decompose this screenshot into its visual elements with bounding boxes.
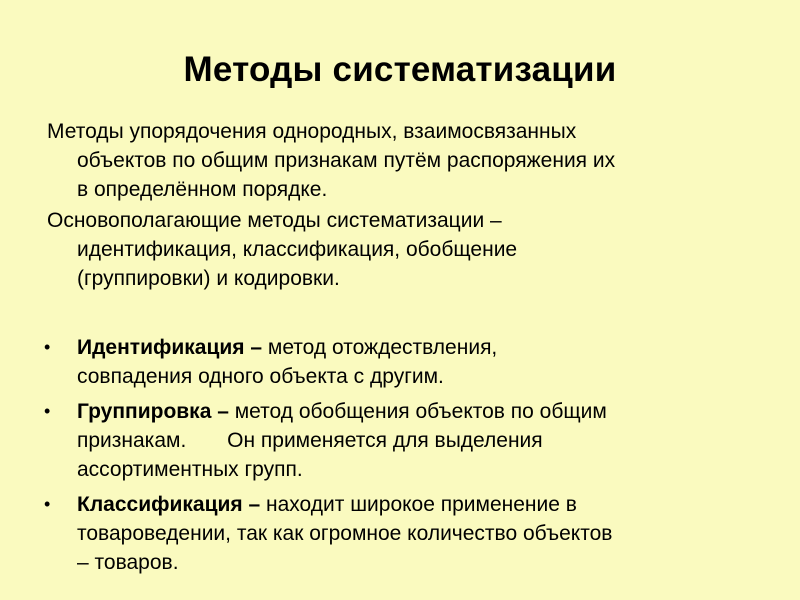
- bullet-dot-icon: •: [44, 401, 51, 421]
- bullet-line: товароведении, так как огромное количество объектов: [77, 522, 613, 545]
- bullet-dot-icon: •: [44, 337, 51, 357]
- bullet-first-line: [77, 333, 784, 362]
- bullet-line: ассортиментных групп.: [77, 458, 303, 481]
- bullet-text: находит широкое применение в: [260, 493, 577, 516]
- bullet-dot-icon: •: [44, 494, 51, 514]
- bullet-term: Классификация –: [77, 493, 261, 516]
- paragraph-basic-methods: [47, 206, 777, 293]
- bullet-term: Группировка –: [77, 400, 229, 423]
- bullet-first-line: [77, 490, 784, 519]
- bullet-term: Идентификация –: [77, 336, 263, 359]
- paragraph-line: объектов по общим признакам путём распоряжения их: [77, 149, 616, 172]
- paragraph-line: Методы упорядочения однородных, взаимосвязанных: [47, 120, 577, 143]
- slide-title: Методы систематизации: [183, 50, 617, 89]
- paragraph-line: в определённом порядке.: [77, 178, 328, 201]
- bullet-text: метод обобщения объектов по общим: [228, 400, 607, 423]
- bullet-item-classification: [44, 490, 784, 577]
- bullet-item-grouping: [44, 397, 784, 484]
- bullet-line: признакам. Он применяется для выделения: [77, 429, 543, 452]
- bullet-line: – товаров.: [77, 551, 179, 574]
- bullet-item-identification: [44, 333, 784, 391]
- paragraph-definition: [47, 117, 777, 204]
- bullet-list: [44, 333, 784, 583]
- paragraph-line: идентификация, классификация, обобщение: [77, 238, 518, 261]
- bullet-first-line: [77, 397, 784, 426]
- bullet-line: совпадения одного объекта с другим.: [77, 365, 444, 388]
- paragraph-line: Основополагающие методы систематизации –: [47, 209, 502, 232]
- paragraph-line: (группировки) и кодировки.: [77, 267, 340, 290]
- bullet-text: метод отождествления,: [262, 336, 498, 359]
